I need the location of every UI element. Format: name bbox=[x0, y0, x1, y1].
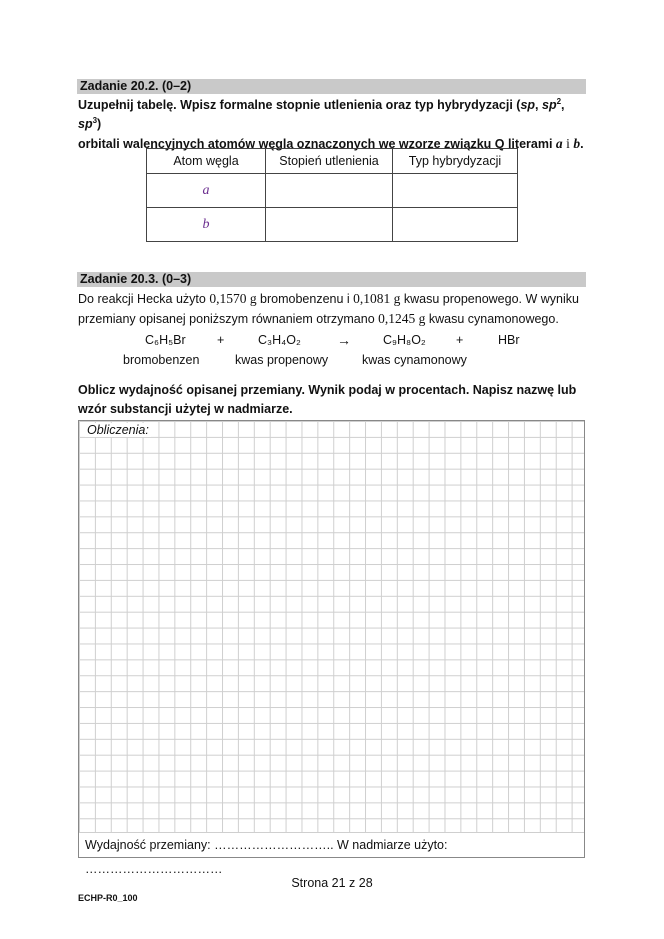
task-20-3-header: Zadanie 20.3. (0–3) bbox=[77, 272, 586, 287]
hybridization-answer-cell[interactable] bbox=[393, 174, 518, 208]
sp-label: sp bbox=[520, 98, 536, 112]
table-row bbox=[147, 208, 518, 242]
atom-cell: b bbox=[147, 208, 266, 242]
oxidation-answer-cell[interactable] bbox=[266, 174, 393, 208]
separator: , bbox=[561, 98, 565, 112]
intro-text: bromobenzenu i bbox=[256, 292, 354, 306]
task-20-3-question bbox=[78, 381, 588, 419]
table-header-row bbox=[147, 149, 518, 174]
task-20-2-header: Zadanie 20.2. (0–2) bbox=[77, 79, 586, 94]
period: . bbox=[580, 137, 584, 151]
plus-sign: + bbox=[217, 333, 225, 347]
question-line-2: wzór substancji użytej w nadmiarze. bbox=[78, 402, 293, 416]
page-number: Strona 21 z 28 bbox=[291, 876, 373, 890]
name-bromobenzene: bromobenzen bbox=[123, 353, 200, 367]
name-cinnamic-acid: kwas cynamonowy bbox=[362, 353, 467, 367]
name-propenoic-acid: kwas propenowy bbox=[235, 353, 329, 367]
product-cinnamic-formula: C₉H₈O₂ bbox=[383, 333, 426, 347]
intro-text: kwasu cynamonowego. bbox=[425, 312, 559, 326]
calculation-grid[interactable] bbox=[78, 420, 585, 876]
intro-text: przemiany opisanej poniższym równaniem otrzymano bbox=[78, 312, 379, 326]
header-atom: Atom węgla bbox=[147, 149, 266, 174]
letter-b: b bbox=[573, 136, 581, 151]
sp2-label: sp bbox=[542, 98, 557, 112]
reactant-propenoic-formula: C₃H₄O₂ bbox=[258, 333, 301, 347]
reaction-arrow: → bbox=[337, 332, 351, 348]
close-paren: ) bbox=[97, 117, 102, 131]
intro-text: kwasu propenowego. W wyniku bbox=[400, 292, 579, 306]
hybridization-answer-cell[interactable] bbox=[393, 208, 518, 242]
mass-bromobenzene: 0,1570 g bbox=[209, 291, 257, 306]
reactant-bromobenzene-formula: C₆H₅Br bbox=[145, 333, 186, 347]
oxidation-answer-cell[interactable] bbox=[266, 208, 393, 242]
mass-propenoic-acid: 0,1081 g bbox=[353, 291, 401, 306]
question-line-1: Oblicz wydajność opisanej przemiany. Wynik podaj w procentach. Napisz nazwę lub bbox=[78, 383, 577, 397]
sp2-superscript: 2 bbox=[556, 96, 562, 106]
conjunction: i bbox=[566, 136, 570, 151]
sp3-superscript: 3 bbox=[92, 115, 98, 125]
calculations-label: Obliczenia: bbox=[87, 423, 149, 437]
task-20-3-intro bbox=[78, 289, 588, 329]
sp3-label: sp bbox=[78, 117, 93, 131]
instruction-text: Uzupełnij tabelę. Wpisz formalne stopnie utlenienia oraz typ hybrydyzacji ( bbox=[78, 98, 521, 112]
table-row bbox=[147, 174, 518, 208]
product-hbr-formula: HBr bbox=[498, 333, 520, 347]
separator: , bbox=[535, 98, 542, 112]
task-20-2-instruction bbox=[78, 96, 588, 154]
mass-cinnamic-acid: 0,1245 g bbox=[378, 311, 426, 326]
instruction-line-2: orbitali walencyjnych atomów węgla oznaczonych we wzorze związku Q literami bbox=[78, 137, 553, 151]
intro-text: Do reakcji Hecka użyto bbox=[78, 292, 210, 306]
atom-cell: a bbox=[147, 174, 266, 208]
letter-a: a bbox=[555, 136, 563, 151]
header-oxidation: Stopień utlenienia bbox=[266, 149, 393, 174]
plus-sign: + bbox=[456, 333, 464, 347]
header-hybridization: Typ hybrydyzacji bbox=[393, 149, 518, 174]
hybridization-table bbox=[146, 148, 518, 242]
answer-line[interactable]: Wydajność przemiany: ……………………….. W nadmiarze użyto: …………………………… bbox=[79, 832, 584, 857]
document-code: ECHP-R0_100 bbox=[78, 893, 138, 903]
